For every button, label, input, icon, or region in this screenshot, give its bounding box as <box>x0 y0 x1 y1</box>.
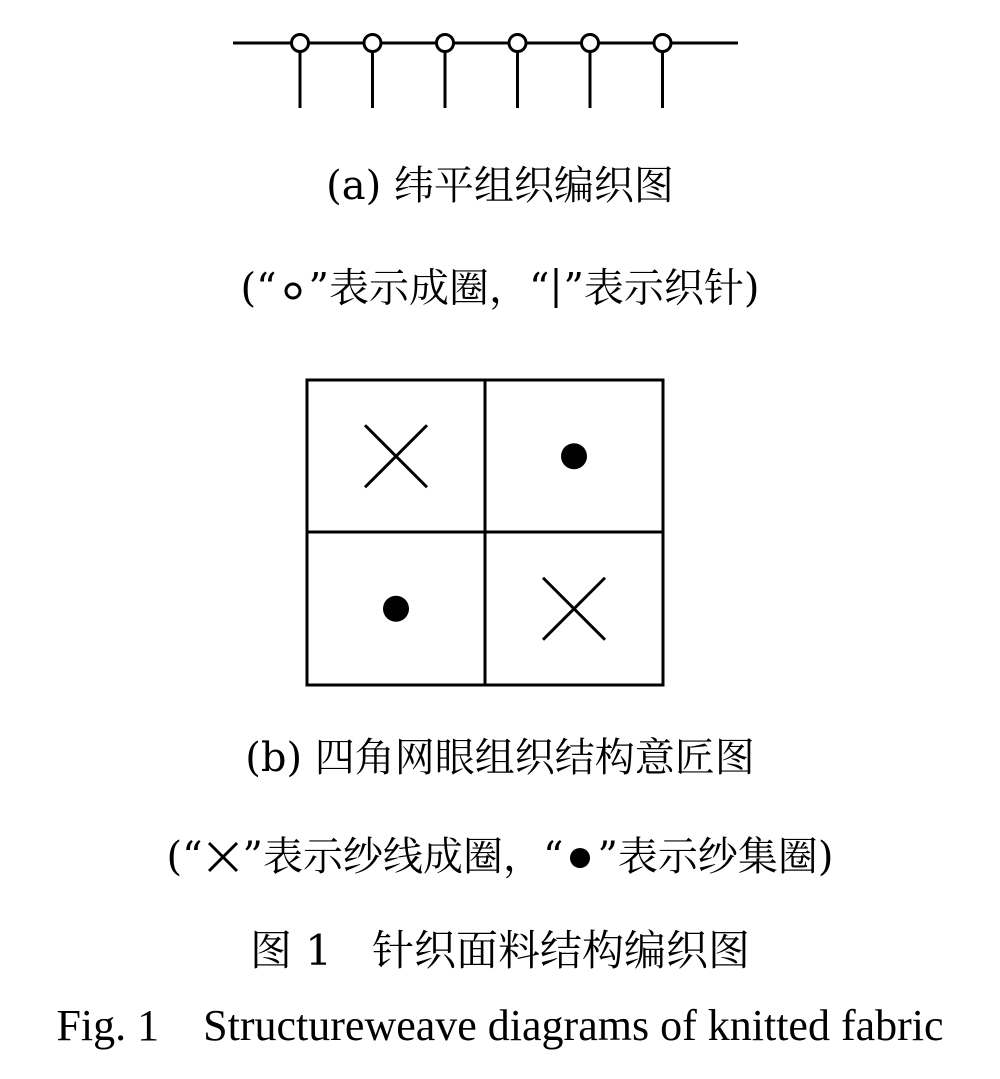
legend-a-mid: ”表示成圈，“ <box>308 265 550 312</box>
loop-circle <box>292 35 309 52</box>
dot-symbol-icon <box>565 840 595 880</box>
figure-title-text: 针织面料结构编织图 <box>372 926 751 975</box>
cross-symbol <box>365 425 427 487</box>
figure-title <box>0 926 1000 975</box>
loop-circle <box>582 35 599 52</box>
figure-label: 图 1 <box>249 926 333 975</box>
four-corner-mesh-grid <box>305 378 665 688</box>
weft-plain-knit-diagram <box>0 0 1000 120</box>
cross-symbol-icon <box>205 839 241 882</box>
dot-symbol <box>561 443 587 469</box>
needles-group <box>292 35 672 109</box>
legend-b <box>0 834 1000 882</box>
loop-circle <box>509 35 526 52</box>
caption-a: (a) 纬平组织编织图 <box>326 163 674 209</box>
caption-b: (b) 四角网眼组织结构意匠图 <box>245 735 755 781</box>
loop-circle <box>437 35 454 52</box>
legend-a-prefix: (“ <box>240 265 277 312</box>
legend-b-suffix: ”表示纱集圈) <box>597 834 834 880</box>
cross-symbol <box>543 578 605 640</box>
figure-label-en: Fig. 1 <box>56 1001 160 1050</box>
legend-a <box>0 266 1000 317</box>
figure-title-en <box>0 1001 1000 1050</box>
loop-circle <box>654 35 671 52</box>
legend-b-mid: ”表示纱线成圈，“ <box>242 834 564 880</box>
dot-symbol <box>383 596 409 622</box>
needle-symbol-icon <box>551 266 561 317</box>
legend-b-prefix: (“ <box>166 834 203 880</box>
legend-a-suffix: ”表示织针) <box>563 265 760 312</box>
loop-circle <box>364 35 381 52</box>
loop-symbol-icon <box>279 272 307 312</box>
figure-title-en-text: Structureweave diagrams of knitted fabric <box>203 1001 944 1050</box>
